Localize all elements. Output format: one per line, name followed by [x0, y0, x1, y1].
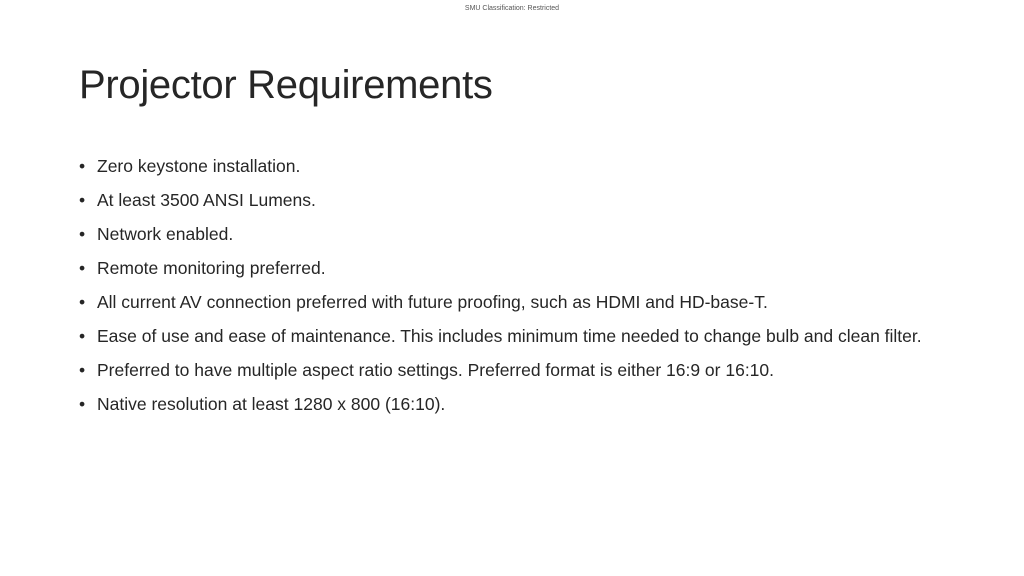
bullet-item: • Network enabled. — [79, 223, 939, 246]
bullet-item: • All current AV connection preferred with future proofing, such as HDMI and HD-base-T. — [79, 291, 939, 314]
bullet-item: • Preferred to have multiple aspect ratio settings. Preferred format is either 16:9 or 16:10. — [79, 359, 939, 382]
classification-label: SMU Classification: Restricted — [464, 5, 560, 12]
slide-title: Projector Requirements — [79, 63, 493, 107]
bullet-item: • Zero keystone installation. — [79, 155, 939, 178]
bullet-list — [79, 155, 939, 427]
bullet-item: • Native resolution at least 1280 x 800 (16:10). — [79, 393, 939, 416]
bullet-item: • At least 3500 ANSI Lumens. — [79, 189, 939, 212]
bullet-item: • Ease of use and ease of maintenance. This includes minimum time needed to change bulb and clean filter. — [79, 325, 939, 348]
bullet-item: • Remote monitoring preferred. — [79, 257, 939, 280]
